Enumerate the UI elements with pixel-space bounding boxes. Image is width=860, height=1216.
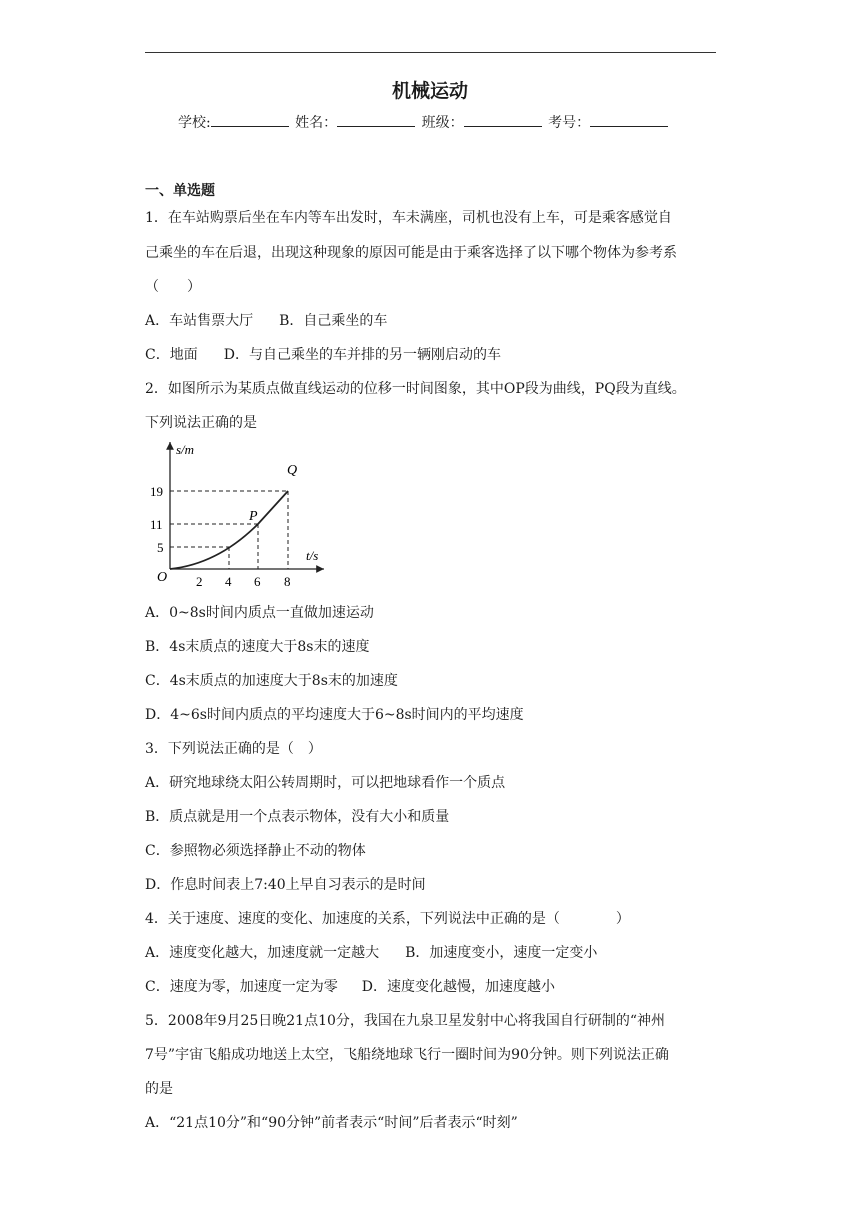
q2-stem-line-1: 2．如图所示为某质点做直线运动的位移一时间图象，其中OP段为曲线，PQ段为直线。 bbox=[145, 381, 686, 397]
x-axis-label: t/s bbox=[306, 548, 319, 563]
q1-option-d[interactable]: D．与自己乘坐的车并排的另一辆刚启动的车 bbox=[223, 347, 501, 363]
name-label: 姓名： bbox=[295, 115, 338, 131]
q4-option-d[interactable]: D．速度变化越慢，加速度越小 bbox=[361, 979, 555, 995]
name-blank[interactable] bbox=[337, 112, 415, 127]
q3-stem: 3．下列说法正确的是（ ） bbox=[145, 741, 322, 757]
x-tick-2: 2 bbox=[196, 574, 203, 589]
y-tick-5: 5 bbox=[157, 540, 164, 555]
q2-option-a[interactable]: A．0~8s时间内质点一直做加速运动 bbox=[145, 605, 374, 621]
q4-options-row-1 bbox=[145, 942, 597, 962]
page-title: 机械运动 bbox=[391, 80, 468, 102]
y-tick-11: 11 bbox=[150, 517, 163, 532]
y-axis-label: s/m bbox=[176, 442, 195, 457]
exam-number-blank[interactable] bbox=[590, 112, 668, 127]
q5-option-a[interactable]: A．“21点10分”和“90分钟”前者表示“时间”后者表示“时刻” bbox=[145, 1115, 518, 1131]
x-tick-8: 8 bbox=[284, 574, 291, 589]
displacement-time-graph bbox=[150, 436, 330, 592]
q1-stem-line-2: 己乘坐的车在后退，出现这种现象的原因可能是由于乘客选择了以下哪个物体为参考系 bbox=[145, 245, 677, 261]
q4-options-row-2 bbox=[145, 976, 555, 996]
q3-option-a[interactable]: A．研究地球绕太阳公转周期时，可以把地球看作一个质点 bbox=[145, 775, 506, 791]
q1-stem-line-1: 1．在车站购票后坐在车内等车出发时，车未满座，司机也没有上车，可是乘客感觉自 bbox=[145, 210, 672, 226]
q1-option-a[interactable]: A．车站售票大厅 bbox=[145, 313, 254, 329]
q1-options-row-1 bbox=[145, 310, 387, 330]
student-info-row bbox=[178, 112, 670, 132]
q5-stem-line-1: 5．2008年9月25日晚21点10分，我国在九泉卫星发射中心将我国自行研制的“神州 bbox=[145, 1013, 666, 1029]
q3-option-d[interactable]: D．作息时间表上7:40上早自习表示的是时间 bbox=[145, 877, 426, 893]
q1-options-row-2 bbox=[145, 344, 501, 364]
section-heading: 一、单选题 bbox=[145, 183, 215, 199]
class-label: 班级： bbox=[421, 115, 464, 131]
class-blank[interactable] bbox=[464, 112, 542, 127]
school-blank[interactable] bbox=[211, 112, 289, 127]
line-pq bbox=[258, 491, 288, 524]
origin-label: O bbox=[157, 570, 168, 585]
q1-stem-line-3: （ ） bbox=[145, 279, 201, 295]
q4-option-b[interactable]: B．加速度变小，速度一定变小 bbox=[405, 945, 598, 961]
q3-option-b[interactable]: B．质点就是用一个点表示物体，没有大小和质量 bbox=[145, 809, 450, 825]
q1-option-b[interactable]: B．自己乘坐的车 bbox=[279, 313, 388, 329]
q5-stem-line-2: 7号”宇宙飞船成功地送上太空，飞船绕地球飞行一圈时间为90分钟。则下列说法正确 bbox=[145, 1047, 669, 1063]
q2-option-d[interactable]: D．4~6s时间内质点的平均速度大于6~8s时间内的平均速度 bbox=[145, 707, 524, 723]
school-label: 学校: bbox=[178, 115, 211, 131]
header-rule bbox=[145, 52, 716, 53]
x-tick-4: 4 bbox=[225, 574, 232, 589]
q2-stem-line-2: 下列说法正确的是 bbox=[145, 415, 257, 431]
q5-stem-line-3: 的是 bbox=[145, 1081, 173, 1097]
q3-option-c[interactable]: C．参照物必须选择静止不动的物体 bbox=[145, 843, 366, 859]
q2-option-b[interactable]: B．4s末质点的速度大于8s末的速度 bbox=[145, 639, 370, 655]
point-p-label: P bbox=[249, 509, 258, 524]
x-tick-6: 6 bbox=[254, 574, 261, 589]
q4-option-c[interactable]: C．速度为零，加速度一定为零 bbox=[145, 979, 338, 995]
point-q-label: Q bbox=[287, 463, 298, 478]
exam-number-label: 考号： bbox=[548, 115, 591, 131]
q4-option-a[interactable]: A．速度变化越大，加速度就一定越大 bbox=[145, 945, 380, 961]
q4-stem: 4．关于速度、速度的变化、加速度的关系，下列说法中正确的是（ ） bbox=[145, 911, 630, 927]
q2-option-c[interactable]: C．4s末质点的加速度大于8s末的加速度 bbox=[145, 673, 398, 689]
y-tick-19: 19 bbox=[150, 484, 163, 499]
q1-option-c[interactable]: C．地面 bbox=[145, 347, 198, 363]
